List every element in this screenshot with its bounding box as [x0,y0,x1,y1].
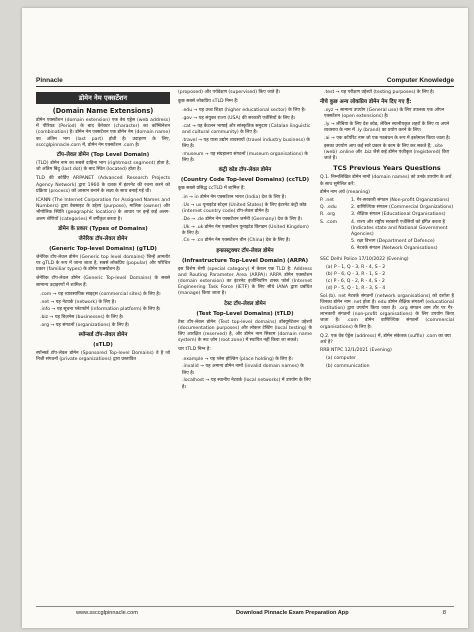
answer-option: (a) computer [326,356,357,362]
question-1: Q.1. निम्नलिखित डोमेन नामों (domain names) को उनके उपयोग के अर्थ के साथ सुमेलित करें: [320,175,452,187]
table-cell: P. .net [320,197,334,203]
heading-domain-ext-en: (Domain Name Extensions) [52,107,154,115]
list-item: .edu → यह उच्च शिक्षा (higher educational sector) के लिए है। [182,108,306,114]
table-cell: 3. शैक्षिक संगठन (Educational Organisations) [351,212,446,218]
table-cell [320,246,348,252]
list-item: .ai → एक कॉर्पोरेट नाम जो एक गठबंधन के रूप में इस्तेमाल किया जाता है। [324,136,451,142]
paragraph: (proposed) और पर्यवेक्षण (supervised) किए जाते हैं। [178,90,281,95]
list-item: .cat → यह कैटलन भाषाई और सांस्कृतिक समुदाय (Catalan linguistic and cultural community) के लिए है। [182,123,311,136]
column-3 [320,90,454,371]
page-footer [36,606,454,619]
list-item: .example → यह प्लेस होल्डिंग (place holding) के लिए है। [182,356,293,362]
paragraph: चार tTLD निम्न है: [178,347,211,353]
question-source: SSC Delhi Police 17/10/2022 (Evening) [320,256,409,262]
subheading-ttld-en: (Test Top-Level Domains) (tTLD) [196,310,294,317]
column-2 [178,90,312,392]
table-cell: 5. रक्षा विभाग (Department of Defence) [351,239,435,245]
answer-option: (a) P - 1, Q - 3, R - 4, S - 2 [326,264,386,270]
list-item: इसका उपयोग आप कई सारे प्रकार के काम के लिए कर सकते हैं; .site (web) .online और .biz जैसे कई डोमेन पंजीकृत (registered) किए जाते हैं। [324,143,450,162]
list-item: .gov → यह संयुक्त राज्य (USA) की सरकारी एजेंसियों के लिए है। [182,116,296,122]
subheading-stld-en: (sTLD) [93,341,113,348]
answer-option: (c) P - 6, Q - 2, R - 4, S - 2 [326,279,385,285]
heading-pyq: TCS Previous Years Questions [333,164,441,173]
app-download-text: Download Pinnacle Exam Preparation App [236,610,349,616]
paragraph: ICANN (The Internet Corporation for Assigned Names and Numbers) द्वारा वेबसाइट के उद्देश्य (purpose), मालिक (owner) और भौगोलिक स्थिति (geographic location) के आधार पर इन्हें कई अलग-अलग श्रेणियों (categories) में वर्गीकृत करता है। [36,198,170,222]
list-item: .museum → यह संग्रहालय संगठनों (museum organisations) के लिए है। [182,151,308,163]
page-header [36,72,454,87]
subheading-stld-hi: स्पॉन्सर्ड टॉप-लेवल डोमेन [78,331,128,338]
subheading-other-domains: नीचे कुछ अन्य लोकप्रिय डोमेन नेम दिए गए हैं: [320,99,412,106]
subheading-cctld-en: (Country Code Top-level Domains) (ccTLD) [180,177,310,184]
table-cell: 1. गैर-सरकारी संगठन (Non-profit Organizations) [351,197,450,203]
list-item: .Us → us यूनाइटेड स्टेट्स (United States) के लिए इंटरनेट कंट्री कोड (internet country code) टॉप-लेवल डोमेन है। [182,202,307,215]
list-item: .travel → यह यात्रा उद्योग व्यवसायों (travel industry business) के लिए है। [182,137,310,149]
document-page [22,8,468,628]
paragraph: डोमेन एक्सटेंशन (domain extension) एक वेब एड्रेस (web address) में पीरियड (Period) के बाद कैरेक्टर (character) का कॉम्बिनेशन (combination) है। डोमेन नेम एक्सटेंशन एक डोमेन नेम (domain name) का अंतिम भाग (last part) होती है। उदाहरण के लिए, ssccglpinnacle.com में, डोमेन नेम एक्सटेंशन .com है। [36,118,170,148]
subheading-tld: टॉप-लेवल डोमेन (Top Level Domain) [56,152,150,159]
subheading-arpa-hi: इन्फ्रास्ट्रक्चर टॉप-लेवल डोमेन [216,247,274,254]
list-item: .org → यह संगठनों (organizations) के लिए है। [40,322,130,328]
page-number: 8 [442,610,446,616]
table-cell: 4. राज्य और राष्ट्रीय सरकारी एजेंसियों को इंगित करता है (Indicates state and National Government Agencies) [351,219,448,237]
paragraph: स्पॉन्सर्ड टॉप-लेवल डोमेन (Sponsored Top-level Domains) वे है जो निजी संगठनों (private organizations) द्वारा प्रस्तावित [36,350,170,363]
list-item: .invalid → यह अमान्य डोमेन नामों (invalid domain names) के लिए है। [182,364,304,376]
list-item: .in → in डोमेन नेम एक्सटेंशन भारत (India) देश के लिए है। [182,195,286,201]
list-item: .com → यह व्यावसायिक साइट्स (commercial sites) के लिए है। [40,291,161,297]
list-item: .test → यह परीक्षण उद्देश्यों (testing purposes) के लिए है। [324,90,435,95]
answer-option: (b) P - 6, Q - 3, R - 1, S - 2 [326,271,386,277]
table-cell: Q. .edu [320,205,337,211]
table-cell [320,239,348,245]
answer-option: (b) communication [326,363,370,369]
column-1 [36,90,170,366]
answer-option: (d) P - 5, Q - 1, R - 3, S - 4 [326,286,386,292]
paragraph: कुछ सबसे लोकप्रिय sTLD निम्न हैं: [178,99,239,105]
question-source: RRB NTPC 12/1/2021 (Evening) [320,348,392,354]
paragraph: इस विशेष श्रेणी (special category) में केवल एक TLD है: Address and Routing Parameter Area (ARPA)। ARPA डोमेन एक्सटेंशन (domain extension) का इंटरनेट इंजीनियरिंग टास्क फोर्स (Internet Engineering Task Force (IETF) के लिए सीधे IANA द्वारा प्रबंधित (manage) किया जाता है। [178,266,312,297]
list-item: .biz → यह बिज़नेस (businesses) के लिए है। [40,314,124,320]
subheading-ttld-hi: टेस्ट टॉप-लेवल डोमेन [224,300,266,307]
subheading-types: डोमेन के प्रकार (Types of Domains) [58,225,148,232]
subheading-cctld-hi: कंट्री कोड टॉप-लेवल डोमेन [218,167,272,174]
subheading-gtld-hi: जेनेरिक टॉप-लेवल डोमेन [78,235,128,242]
list-item: .net → यह नेटवर्क (network) के लिए है। [40,299,116,305]
paragraph: (TLD) डोमेन नाम का सबसे दाहिना भाग (rightmost segment) होता है, जो अंतिम बिंदु (last dot) के बाद स्थित (located) होता है। [36,161,170,173]
list-item: .Cn → .cn डोमेन नेम एक्सटेंशन चीन (China) देश के लिए है। [182,238,291,244]
table-cell: S. .com [320,219,338,225]
list-item: .ly → लीबिया के लिए देश कोड, लेकिन स्थानीयकृत शहरों के लिए या अपने व्यवसाय के नाम में .ly (brand) का प्रयोग करने के लिए। [324,122,450,134]
paragraph: टेस्ट टॉप-लेवल डोमेन (Test top-level domains) डॉक्यूमेंटेशन उद्देश्यों (documentation purposes) और लोकल टेस्टिंग (local testing) के लिए आरक्षित (reserved) है, और डोमेन नाम सिस्टम (domain name system) के रूट ज़ोन (root zone) में स्थापित नहीं किया जा सकते। [178,319,312,344]
table-header: डोमेन नाम अर्थ (meaning) [320,189,370,195]
table-cell: 6. नेटवर्क संगठन (Network Organisations) [351,246,438,252]
section-title: Computer Knowledge [386,77,454,84]
table-cell: 2. वाणिज्यिक संगठन (Commercial Organizations) [351,205,454,211]
match-table [320,198,454,254]
list-item: .info → यह सूचना प्लेटफॉर्म (information platform) के लिए है। [40,307,161,313]
solution: Sol.(b). net नेटवर्क संगठनों (network organisations) को दर्शाता है जिनका डोमेन नाम .net होता है। edu डोमेन शैक्षिक संगठनों (educational institution) द्वारा उपयोग किया जाता है। .org संगठन आम तौर पर गैर-लाभकारी संगठनों (non-profit organisations) के लिए उपयोग किया जाता है। .com डोमेन वाणिज्यिक संगठनों (commercial organisations) के लिए है। [320,293,454,330]
heading-domain-ext-hi: डोमेन नेम एक्सटेंशन [36,92,170,104]
subheading-arpa-en: (Infrastructure Top-Level Domain) (ARPA) [181,257,309,264]
subheading-gtld-en: (Generic Top-level Domains) (gTLD) [49,245,157,252]
paragraph: जेनेरिक टॉप-लेवल डोमेन (Generic top level domains) जिन्हें आमतौर पर gTLD के रूप में जाना जाता है, सबसे लोकप्रिय (popular) और परिचित प्रकार (familiar types) के डोमेन एक्सटेंशन हैं। [36,254,170,273]
website-link[interactable]: www.ssccglpinnacle.com [76,610,138,616]
brand-name: Pinnacle [36,77,63,84]
list-item: .Uk → .uk डोमेन नेम एक्सटेंशन यूनाइटेड किंगडम (United Kingdom) के लिए है। [182,224,309,236]
question-2: Q.2. एक वेब ऐड्रेस (address) में, डोमेन संकेतक (suffix) .com का क्या अर्थ है? [320,333,451,345]
paragraph: TLD की कोर्डिए ARPANET (Advanced Research Projects Agency Network) द्वारा 1960 के दशक में इंटरनेट की रचना करने को प्रक्रिया (process) को आसान बनाने के लक्ष्य के साथ बनाई गई थी। [36,176,170,194]
paragraph: जेनेरिक टॉप-लेवल डोमेन (Generic Top-level Domains) के सबसे सामान्य उदाहरणों में शामिल हैं: [36,276,170,288]
paragraph: कुछ सबसे प्रसिद्ध ccTLD में शामिल हैं: [178,186,245,192]
list-item: .localhost → यह स्थानीय नेटवर्क (local networks) में उपयोग के लिए है। [182,378,311,390]
list-item: .xyz → सामान्य उपयोग (General use) के लिए उपलब्ध एक ओपन एक्सटेंशन (open extensions) है। [324,108,445,120]
table-cell: R. .org [320,212,335,218]
list-item: .De → .de डोमेन नेम एक्सटेंशन जर्मनी (Germany) देश के लिए है। [182,216,302,222]
